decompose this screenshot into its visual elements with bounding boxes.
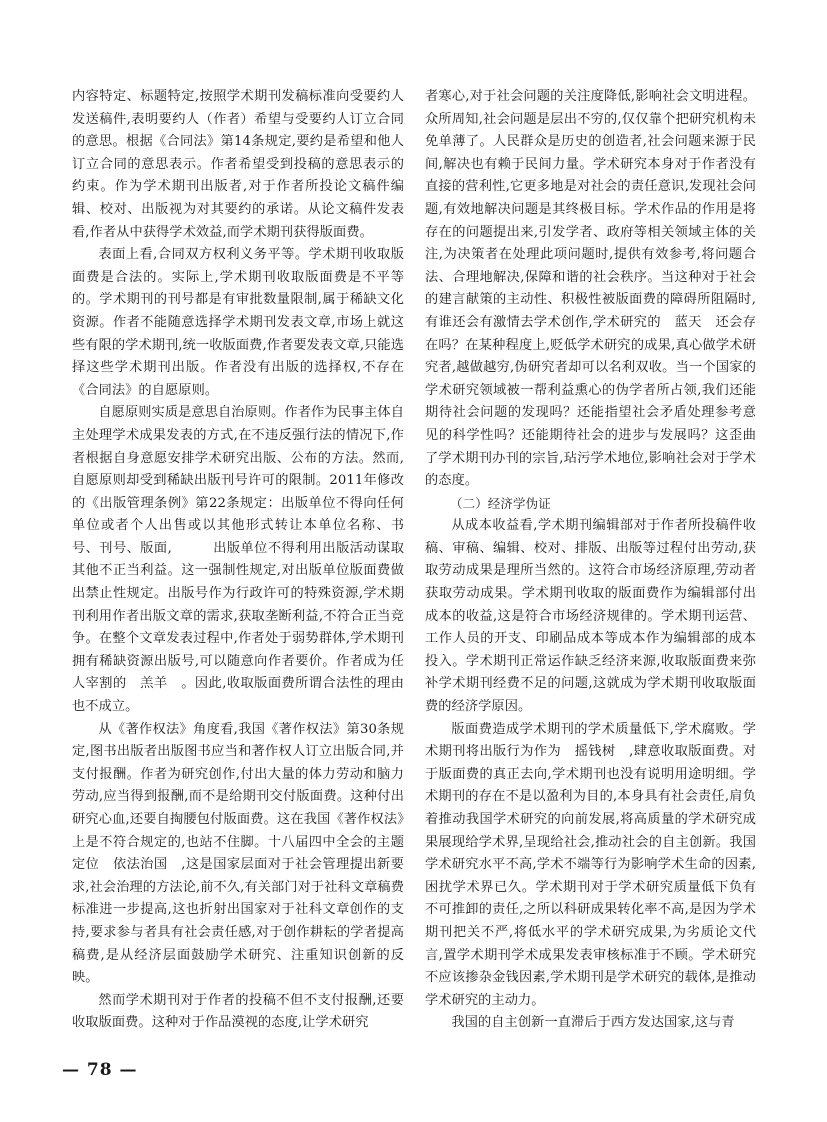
paragraph: 者寒心,对于社会问题的关注度降低,影响社会文明进程。众所周知,社会问题是层出不穷的,仅仅靠个把研究机构未免单薄了。人民群众是历史的创造者,社会问题来源于民间,解决也有赖于民间力量。学术研究本身对于作者没有直接的营利性,它更多地是对社会的责任意识,发现社会问题,有效地解决问题是其终极目标。学术作品的作用是将存在的问题提出来,引发学者、政府等相关领域主体的关注,为决策者在处理此项问题时,提供有效参考,将问题合法、合理地解决,保障和谐的社会秩序。当这种对于社会的建言献策的主动性、积极性被版面费的障碍所阻隔时,有谁还会有激情去学术创作,学术研究的 蓝天 还会存在吗？在某种程度上,贬低学术研究的成果,真心做学术研究者,越做越穷,伪研究者却可以名利双收。当一个国家的学术研究领域被一帮利益熏心的伪学者所占领,我们还能期待社会问题的发现吗？还能指望社会矛盾处理参考意见的科学性吗？还能期待社会的进步与发展吗？这歪曲了学术期刊办刊的宗旨,玷污学术地位,影响社会对于学术的态度。 — [425, 89, 756, 489]
paragraph: 我国的自主创新一直滞后于西方发达国家,这与青 — [451, 1015, 735, 1031]
section-heading: （二）经济学伪证 — [450, 495, 551, 511]
left-column — [72, 86, 404, 1035]
paragraph: 从《著作权法》角度看,我国《著作权法》第30条规定,图书出版者出版图书应当和著作权人订立出版合同,并支付报酬。作者为研究创作,付出大量的体力劳动和脑力劳动,应当得到报酬,而不是给期刊交付版面费。这种付出研究心血,还要自掏腰包付版面费。这在我国《著作权法》上是不符合规定的,也站不住脚。十八届四中全会的主题定位 依法治国 ,这是国家层面对于社会管理提出新要求,社会治理的方法论,前不久,有关部门对于社科文章稿费标准进一步提高,这也折射出国家对于社科文章创作的支持,要求参与者具有社会责任感,对于创作耕耘的学者提高稿费,是从经济层面鼓励学术研究、注重知识创新的反映。 — [72, 721, 404, 986]
paragraph: 版面费造成学术期刊的学术质量低下,学术腐败。学术期刊将出版行为作为 摇钱树 ,肆意收取版面费。对于版面费的真正去向,学术期刊也没有说明用途明细。学术期刊的存在不是以盈利为目的,本身具有社会责任,肩负着推动我国学术研究的向前发展,将高质量的学术研究成果展现给学术界,呈现给社会,推动社会的自主创新。我国学术研究水平不高,学术不端等行为影响学术生命的因素,困扰学术界已久。学术期刊对于学术研究质量低下负有不可推卸的责任,之所以科研成果转化率不高,是因为学术期刊把关不严,将低水平的学术研究成果,为劣质论文代言,置学术期刊学术成果发表审核标准于不顾。学术研究不应该掺杂金钱因素,学术期刊是学术研究的载体,是推动学术研究的主动力。 — [425, 721, 756, 1008]
paragraph: 自愿原则实质是意思自治原则。作者作为民事主体自主处理学术成果发表的方式,在不违反强行法的情况下,作者根据自身意愿安排学术研究出版、公布的方法。然而,自愿原则却受到稀缺出版刊号许可的限制。2011年修改的《出版管理条例》第22条规定：出版单位不得向任何单位或者个人出售或以其他形式转让本单位名称、书号、刊号、版面, 出版单位不得利用出版活动谋取其他不正当利益。这一强制性规定,对出版单位版面费做出禁止性规定。出版号作为行政许可的特殊资源,学术期刊利用作者出版文章的需求,获取垄断利益,不符合正当竞争。在整个文章发表过程中,作者处于弱势群体,学术期刊拥有稀缺资源出版号,可以随意向作者要价。作者成为任人宰割的 羔羊 。因此,收取版面费所谓合法性的理由也不成立。 — [72, 405, 405, 715]
right-column — [425, 86, 756, 1035]
paragraph: 内容特定、标题特定,按照学术期刊发稿标准向受要约人发送稿件,表明要约人（作者）希望与受要约人订立合同的意思。根据《合同法》第14条规定,要约是希望和他人订立合同的意思表示。作者希望受到投稿的意思表示的约束。作为学术期刊出版者,对于作者所投论文稿件编辑、校对、出版视为对其要约的承诺。从论文稿件发表看,作者从中获得学术效益,而学术期刊获得版面费。 — [72, 89, 404, 240]
page-number: — 78 — — [62, 1060, 138, 1080]
paragraph: 从成本收益看,学术期刊编辑部对于作者所投稿件收稿、审稿、编辑、校对、排版、出版等过程付出劳动,获取劳动成果是理所当然的。这符合市场经济原理,劳动者获取劳动成果。学术期刊收取的版面费作为编辑部付出成本的收益,这是符合市场经济规律的。学术期刊运营、工作人员的开支、印刷品成本等成本作为编辑部的成本投入。学术期刊正常运作缺乏经济来源,收取版面费来弥补学术期刊经费不足的问题,这就成为学术期刊收取版面费的经济学原因。 — [425, 518, 756, 715]
paragraph: 然而学术期刊对于作者的投稿不但不支付报酬,还要收取版面费。这种对于作品漠视的态度,让学术研究 — [72, 992, 404, 1031]
paragraph: 表面上看,合同双方权利义务平等。学术期刊收取版面费是合法的。实际上,学术期刊收取版面费是不平等的。学术期刊的刊号都是有审批数量限制,属于稀缺文化资源。作者不能随意选择学术期刊发表文章,市场上就这些有限的学术期刊,统一收版面费,作者要发表文章,只能选择这些学术期刊出版。作者没有出版的选择权,不存在《合同法》的自愿原则。 — [72, 247, 404, 398]
